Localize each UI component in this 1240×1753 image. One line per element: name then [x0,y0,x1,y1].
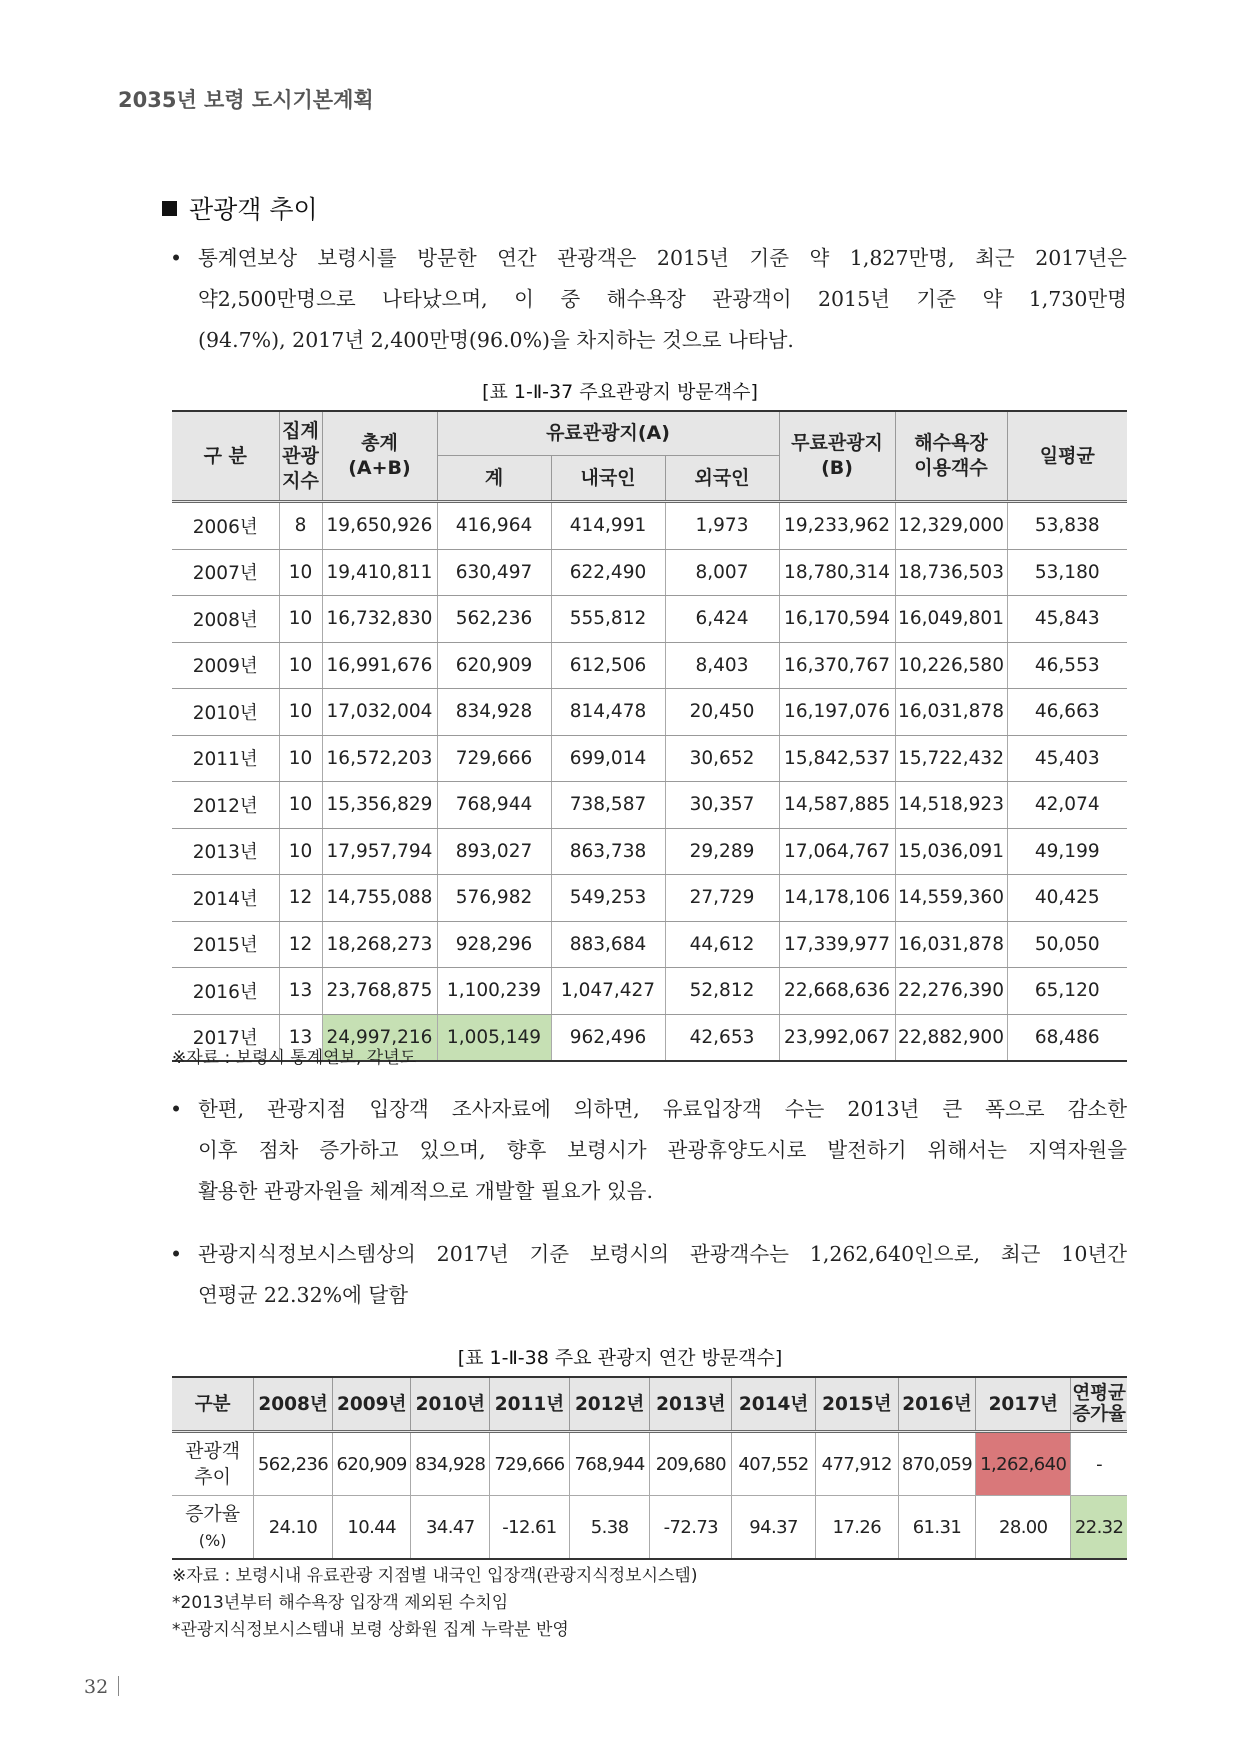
table-cell: 46,553 [1007,642,1127,689]
table-cell: 68,486 [1007,1014,1127,1061]
table-cell: 18,780,314 [779,549,895,596]
paragraph-annual-growth [172,1234,1127,1316]
table-cell: 13 [279,968,322,1015]
table-cell: 34.47 [411,1496,490,1560]
table-cell: 883,684 [551,921,665,968]
table-cell: 1,100,239 [437,968,551,1015]
table-cell: 49,199 [1007,828,1127,875]
table-cell: 8,007 [665,549,779,596]
table-cell: 416,964 [437,502,551,550]
table-cell: 562,236 [254,1432,333,1496]
table-cell: 2013년 [172,828,279,875]
table-cell: 29,289 [665,828,779,875]
table-cell: 14,755,088 [322,875,437,922]
table37-caption: [표 1-Ⅱ-37 주요관광지 방문객수] [482,381,758,403]
table-row [172,782,1127,829]
table-cell: 28.00 [976,1496,1071,1560]
table-cell: 2011년 [172,735,279,782]
table-cell: 16,031,878 [895,921,1007,968]
table-cell: 19,650,926 [322,502,437,550]
table-cell: 10 [279,549,322,596]
row-label-visitors: 관광객 추이 [172,1432,254,1496]
table-cell: 18,268,273 [322,921,437,968]
header-year: 2013년 [650,1377,732,1432]
table-cell: 45,403 [1007,735,1127,782]
header-year: 2008년 [254,1377,333,1432]
table-cell: 8,403 [665,642,779,689]
table-row [172,968,1127,1015]
table-cell: 10 [279,828,322,875]
table-cell: 16,572,203 [322,735,437,782]
page-number-divider [118,1676,119,1696]
paragraph-line: (94.7%), 2017년 2,400만명(96.0%)을 차지하는 것으로 나타남. [198,328,794,352]
table-cell: 17,339,977 [779,921,895,968]
table-cell: 15,356,829 [322,782,437,829]
bullet-icon: • [170,1097,183,1121]
table-cell: 834,928 [437,689,551,736]
table38-caption: [표 1-Ⅱ-38 주요 관광지 연간 방문객수] [457,1347,783,1369]
table-row [172,921,1127,968]
table-cell: 61.31 [898,1496,976,1560]
table37-source: ※자료 : 보령시 통계연보, 각년도 [172,1048,417,1068]
table-cell: 2016년 [172,968,279,1015]
paragraph-paid-admission [172,1089,1127,1212]
table-cell: 53,180 [1007,549,1127,596]
paragraph-line: 한편, 관광지점 입장객 조사자료에 의하면, 유료입장객 수는 2013년 큰 폭으로 감소한 [198,1097,1127,1121]
header-cagr: 연평균 증가율 [1071,1377,1127,1432]
table-cell: 10 [279,735,322,782]
table-cell: 44,612 [665,921,779,968]
table-row [172,549,1127,596]
table-cell: 14,587,885 [779,782,895,829]
header-free-sites: 무료관광지 (B) [779,411,895,502]
header-year: 2017년 [976,1377,1071,1432]
table-row [172,642,1127,689]
table-cell: 14,559,360 [895,875,1007,922]
table-cell: 17,032,004 [322,689,437,736]
header-paid-sum: 계 [437,456,551,502]
table-cell: 2014년 [172,875,279,922]
section-title-text: 관광객 추이 [189,195,318,224]
paragraph-line: 연평균 22.32%에 달함 [198,1283,409,1307]
table-cell: 22,668,636 [779,968,895,1015]
header-year: 2016년 [898,1377,976,1432]
table-cell: 768,944 [437,782,551,829]
table-cell: 2010년 [172,689,279,736]
table-cell: 1,973 [665,502,779,550]
table-cell: 12 [279,875,322,922]
table-cell: 17,957,794 [322,828,437,875]
table-cell: - [1071,1432,1127,1496]
table-cell: 962,496 [551,1014,665,1061]
table-cell: 738,587 [551,782,665,829]
table-cell: 16,170,594 [779,596,895,643]
table-cell: 2012년 [172,782,279,829]
header-domestic: 내국인 [551,456,665,502]
table-cell: 2008년 [172,596,279,643]
annual-visitors-table [172,1376,1127,1560]
header-year: 2015년 [815,1377,898,1432]
table-cell: 414,991 [551,502,665,550]
table-cell: 42,653 [665,1014,779,1061]
table-cell: 814,478 [551,689,665,736]
table-cell: 562,236 [437,596,551,643]
table-cell: 65,120 [1007,968,1127,1015]
header-sites-count: 집계 관광 지수 [279,411,322,502]
table-cell: 22,882,900 [895,1014,1007,1061]
table-cell: 729,666 [490,1432,570,1496]
table-cell: 620,909 [332,1432,411,1496]
table-row [172,596,1127,643]
table-cell: 16,049,801 [895,596,1007,643]
note-line: *관광지식정보시스템내 보령 상화원 집계 누락분 반영 [172,1620,569,1640]
table-cell: 1,262,640 [976,1432,1071,1496]
table-row [172,875,1127,922]
table-cell: 729,666 [437,735,551,782]
table-cell: 612,506 [551,642,665,689]
table-cell: 15,842,537 [779,735,895,782]
table-cell: 10 [279,596,322,643]
table38-notes [172,1563,697,1644]
note-line: ※자료 : 보령시내 유료관광 지점별 내국인 입장객(관광지식정보시스템) [172,1566,698,1586]
table-row [172,735,1127,782]
paragraph-visitor-trend [172,238,1127,361]
table-cell: 555,812 [551,596,665,643]
table-cell: 928,296 [437,921,551,968]
table-cell: 576,982 [437,875,551,922]
table-cell: 209,680 [650,1432,732,1496]
table-cell: 53,838 [1007,502,1127,550]
header-foreign: 외국인 [665,456,779,502]
paragraph-line: 관광지식정보시스템상의 2017년 기준 보령시의 관광객수는 1,262,640인으로, 최근 10년간 [198,1242,1127,1266]
table-cell: 620,909 [437,642,551,689]
table-cell: 16,031,878 [895,689,1007,736]
table-cell: 549,253 [551,875,665,922]
table-cell: 16,991,676 [322,642,437,689]
table-cell: 19,410,811 [322,549,437,596]
paragraph-line: 통계연보상 보령시를 방문한 연간 관광객은 2015년 기준 약 1,827만명, 최근 2017년은 [198,246,1127,270]
table-cell: 5.38 [569,1496,650,1560]
header-beach-visitors: 해수욕장 이용객수 [895,411,1007,502]
table-row [172,689,1127,736]
table-cell: 10 [279,782,322,829]
table-cell: 50,050 [1007,921,1127,968]
table-cell: 2006년 [172,502,279,550]
table-cell: 23,992,067 [779,1014,895,1061]
major-tourist-sites-table [172,410,1127,1062]
paragraph-line: 활용한 관광자원을 체계적으로 개발할 필요가 있음. [198,1179,653,1203]
table-cell: 10 [279,642,322,689]
table-cell: 15,036,091 [895,828,1007,875]
table-cell: 10,226,580 [895,642,1007,689]
table-cell: 699,014 [551,735,665,782]
table-cell: 2007년 [172,549,279,596]
header-year: 2012년 [569,1377,650,1432]
table-cell: 19,233,962 [779,502,895,550]
bullet-icon: • [170,246,183,270]
table-cell: 13 [279,1014,322,1061]
table-cell: 20,450 [665,689,779,736]
table-cell: 15,722,432 [895,735,1007,782]
header-daily-average: 일평균 [1007,411,1127,502]
header-category: 구 분 [172,411,279,502]
header-category: 구분 [172,1377,254,1432]
table-cell: 14,518,923 [895,782,1007,829]
table-cell: 94.37 [732,1496,816,1560]
table-cell: 863,738 [551,828,665,875]
table-cell: -72.73 [650,1496,732,1560]
table-cell: 8 [279,502,322,550]
table-cell: 52,812 [665,968,779,1015]
table-row [172,828,1127,875]
header-year: 2014년 [732,1377,816,1432]
table-cell: 23,768,875 [322,968,437,1015]
table-cell: 893,027 [437,828,551,875]
table-cell: 40,425 [1007,875,1127,922]
table-cell: 477,912 [815,1432,898,1496]
table-cell: 630,497 [437,549,551,596]
table-cell: 870,059 [898,1432,976,1496]
bullet-icon: • [170,1242,183,1266]
table-cell: 12 [279,921,322,968]
table-cell: 10.44 [332,1496,411,1560]
table-cell: 17.26 [815,1496,898,1560]
table-cell: 42,074 [1007,782,1127,829]
table-cell: 1,005,149 [437,1014,551,1061]
running-head: 2035년 보령 도시기본계획 [118,88,374,112]
note-line: *2013년부터 해수욕장 입장객 제외된 수치임 [172,1593,509,1613]
table-cell: 14,178,106 [779,875,895,922]
table-cell: 16,197,076 [779,689,895,736]
paragraph-line: 약2,500만명으로 나타났으며, 이 중 해수욕장 관광객이 2015년 기준 약 1,730만명 [198,287,1127,311]
table-cell: 768,944 [569,1432,650,1496]
table-cell: 17,064,767 [779,828,895,875]
table-cell: 2009년 [172,642,279,689]
square-bullet-icon [162,201,177,216]
page-number: 32 [84,1676,119,1698]
table-cell: 16,370,767 [779,642,895,689]
table-cell: 407,552 [732,1432,816,1496]
table-cell: 10 [279,689,322,736]
table-row [172,502,1127,550]
table-cell: 30,357 [665,782,779,829]
section-title [162,190,318,226]
table-cell: 27,729 [665,875,779,922]
table-cell: 30,652 [665,735,779,782]
table-cell: 24,997,216 [322,1014,437,1061]
table-cell: 46,663 [1007,689,1127,736]
paragraph-line: 이후 점차 증가하고 있으며, 향후 보령시가 관광휴양도시로 발전하기 위해서는 지역자원을 [198,1138,1127,1162]
header-year: 2010년 [411,1377,490,1432]
table-cell: -12.61 [490,1496,570,1560]
table-cell: 22,276,390 [895,968,1007,1015]
table-cell: 1,047,427 [551,968,665,1015]
table-cell: 24.10 [254,1496,333,1560]
table-cell: 2017년 [172,1014,279,1061]
row-label-growth-rate: 증가율 (%) [172,1496,254,1560]
header-total: 총계 (A+B) [322,411,437,502]
table-cell: 6,424 [665,596,779,643]
table-cell: 834,928 [411,1432,490,1496]
header-paid-sites: 유료관광지(A) [437,411,779,456]
table-cell: 45,843 [1007,596,1127,643]
table-cell: 16,732,830 [322,596,437,643]
table-cell: 18,736,503 [895,549,1007,596]
table-cell: 622,490 [551,549,665,596]
header-year: 2009년 [332,1377,411,1432]
table-cell: 12,329,000 [895,502,1007,550]
table-cell: 2015년 [172,921,279,968]
header-year: 2011년 [490,1377,570,1432]
table-cell: 22.32 [1071,1496,1127,1560]
